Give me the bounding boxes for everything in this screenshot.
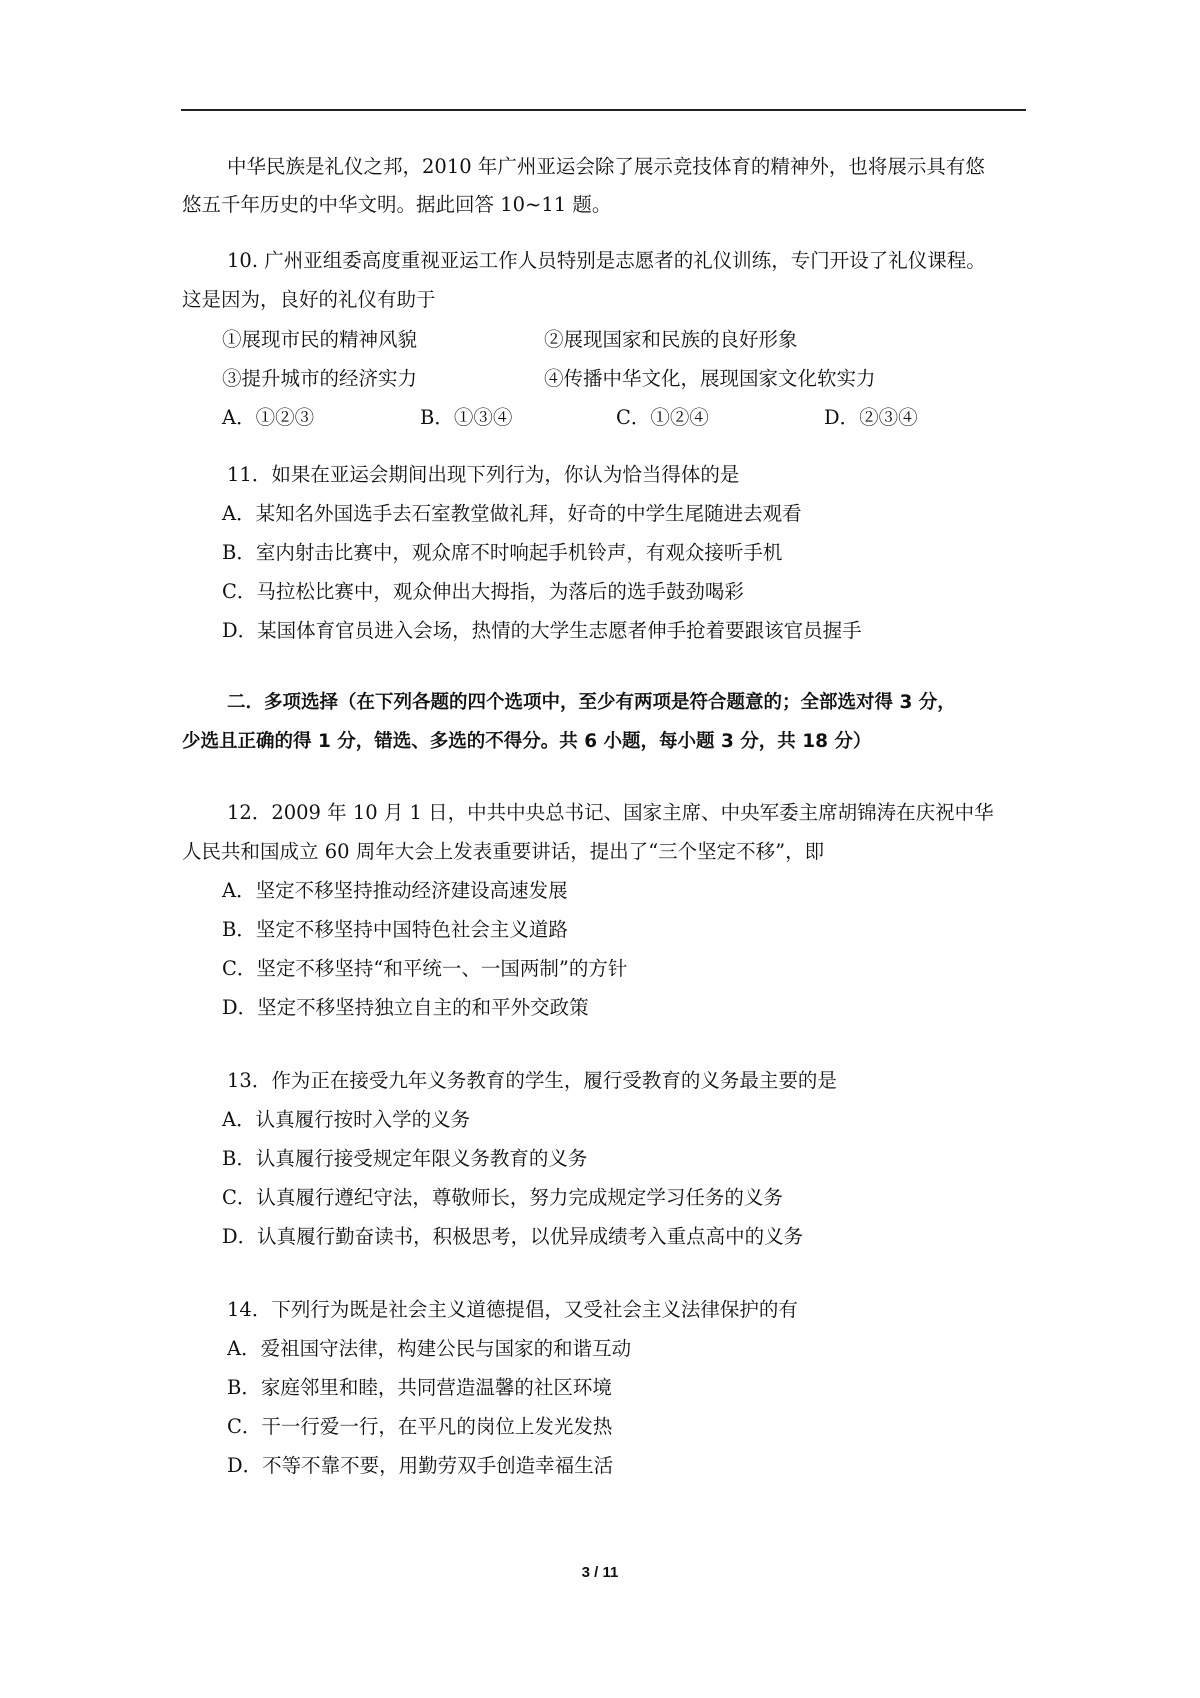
q13-option-d: D．认真履行勤奋读书，积极思考，以优异成绩考入重点高中的义务 [222,1225,804,1248]
q11-stem: 11．如果在亚运会期间出现下列行为，你认为恰当得体的是 [227,463,740,486]
q12-stem-line-2: 人民共和国成立 60 周年大会上发表重要讲话，提出了“三个坚定不移”，即 [182,840,825,863]
q10-option-a: A．①②③ [222,406,315,429]
q10-item-2: ②展现国家和民族的良好形象 [544,328,798,351]
q10-item-3: ③提升城市的经济实力 [222,367,418,390]
q12-option-b: B．坚定不移坚持中国特色社会主义道路 [222,918,568,941]
q10-stem-line-2: 这是因为，良好的礼仪有助于 [182,288,436,311]
intro-line-2: 悠五千年历史的中华文明。据此回答 10~11 题。 [182,193,612,216]
page-number: 3 / 11 [581,1564,619,1581]
q14-stem: 14．下列行为既是社会主义道德提倡，又受社会主义法律保护的有 [227,1298,798,1321]
header-rule [181,109,1026,111]
section2-heading-line-1: 二．多项选择（在下列各题的四个选项中，至少有两项是符合题意的；全部选对得 3 分， [227,692,956,713]
q13-stem: 13．作为正在接受九年义务教育的学生，履行受教育的义务最主要的是 [227,1069,837,1092]
q12-stem-line-1: 12．2009 年 10 月 1 日，中共中央总书记、国家主席、中央军委主席胡锦涛在庆祝中华 [227,801,994,824]
q12-option-a: A．坚定不移坚持推动经济建设高速发展 [222,879,568,902]
q11-option-a: A．某知名外国选手去石室教堂做礼拜，好奇的中学生尾随进去观看 [222,502,802,525]
q10-option-d: D．②③④ [824,406,918,429]
q14-option-c: C．干一行爱一行，在平凡的岗位上发光发热 [227,1415,613,1438]
intro-line-1: 中华民族是礼仪之邦，2010 年广州亚运会除了展示竞技体育的精神外，也将展示具有悠 [227,155,985,178]
q10-option-b: B．①③④ [420,406,513,429]
q14-option-d: D．不等不靠不要，用勤劳双手创造幸福生活 [227,1454,614,1477]
section2-heading-line-2: 少选且正确的得 1 分，错选、多选的不得分。共 6 小题，每小题 3 分，共 18 分） [182,731,872,752]
q13-option-b: B．认真履行接受规定年限义务教育的义务 [222,1147,588,1170]
q14-option-b: B．家庭邻里和睦，共同营造温馨的社区环境 [227,1376,612,1399]
q14-option-a: A．爱祖国守法律，构建公民与国家的和谐互动 [227,1337,632,1360]
q11-option-c: C．马拉松比赛中，观众伸出大拇指，为落后的选手鼓劲喝彩 [222,580,744,603]
q12-option-c: C．坚定不移坚持“和平统一、一国两制”的方针 [222,957,628,980]
q12-option-d: D．坚定不移坚持独立自主的和平外交政策 [222,996,589,1019]
q10-item-4: ④传播中华文化，展现国家文化软实力 [544,367,876,390]
q10-item-1: ①展现市民的精神风貌 [222,328,418,351]
q10-option-c: C．①②④ [616,406,709,429]
q11-option-b: B．室内射击比赛中，观众席不时响起手机铃声，有观众接听手机 [222,541,783,564]
q13-option-c: C．认真履行遵纪守法，尊敬师长，努力完成规定学习任务的义务 [222,1186,783,1209]
q13-option-a: A．认真履行按时入学的义务 [222,1108,471,1131]
q11-option-d: D．某国体育官员进入会场，热情的大学生志愿者伸手抢着要跟该官员握手 [222,619,862,642]
q10-stem-line-1: 10. 广州亚组委高度重视亚运工作人员特别是志愿者的礼仪训练，专门开设了礼仪课程。 [227,249,986,272]
